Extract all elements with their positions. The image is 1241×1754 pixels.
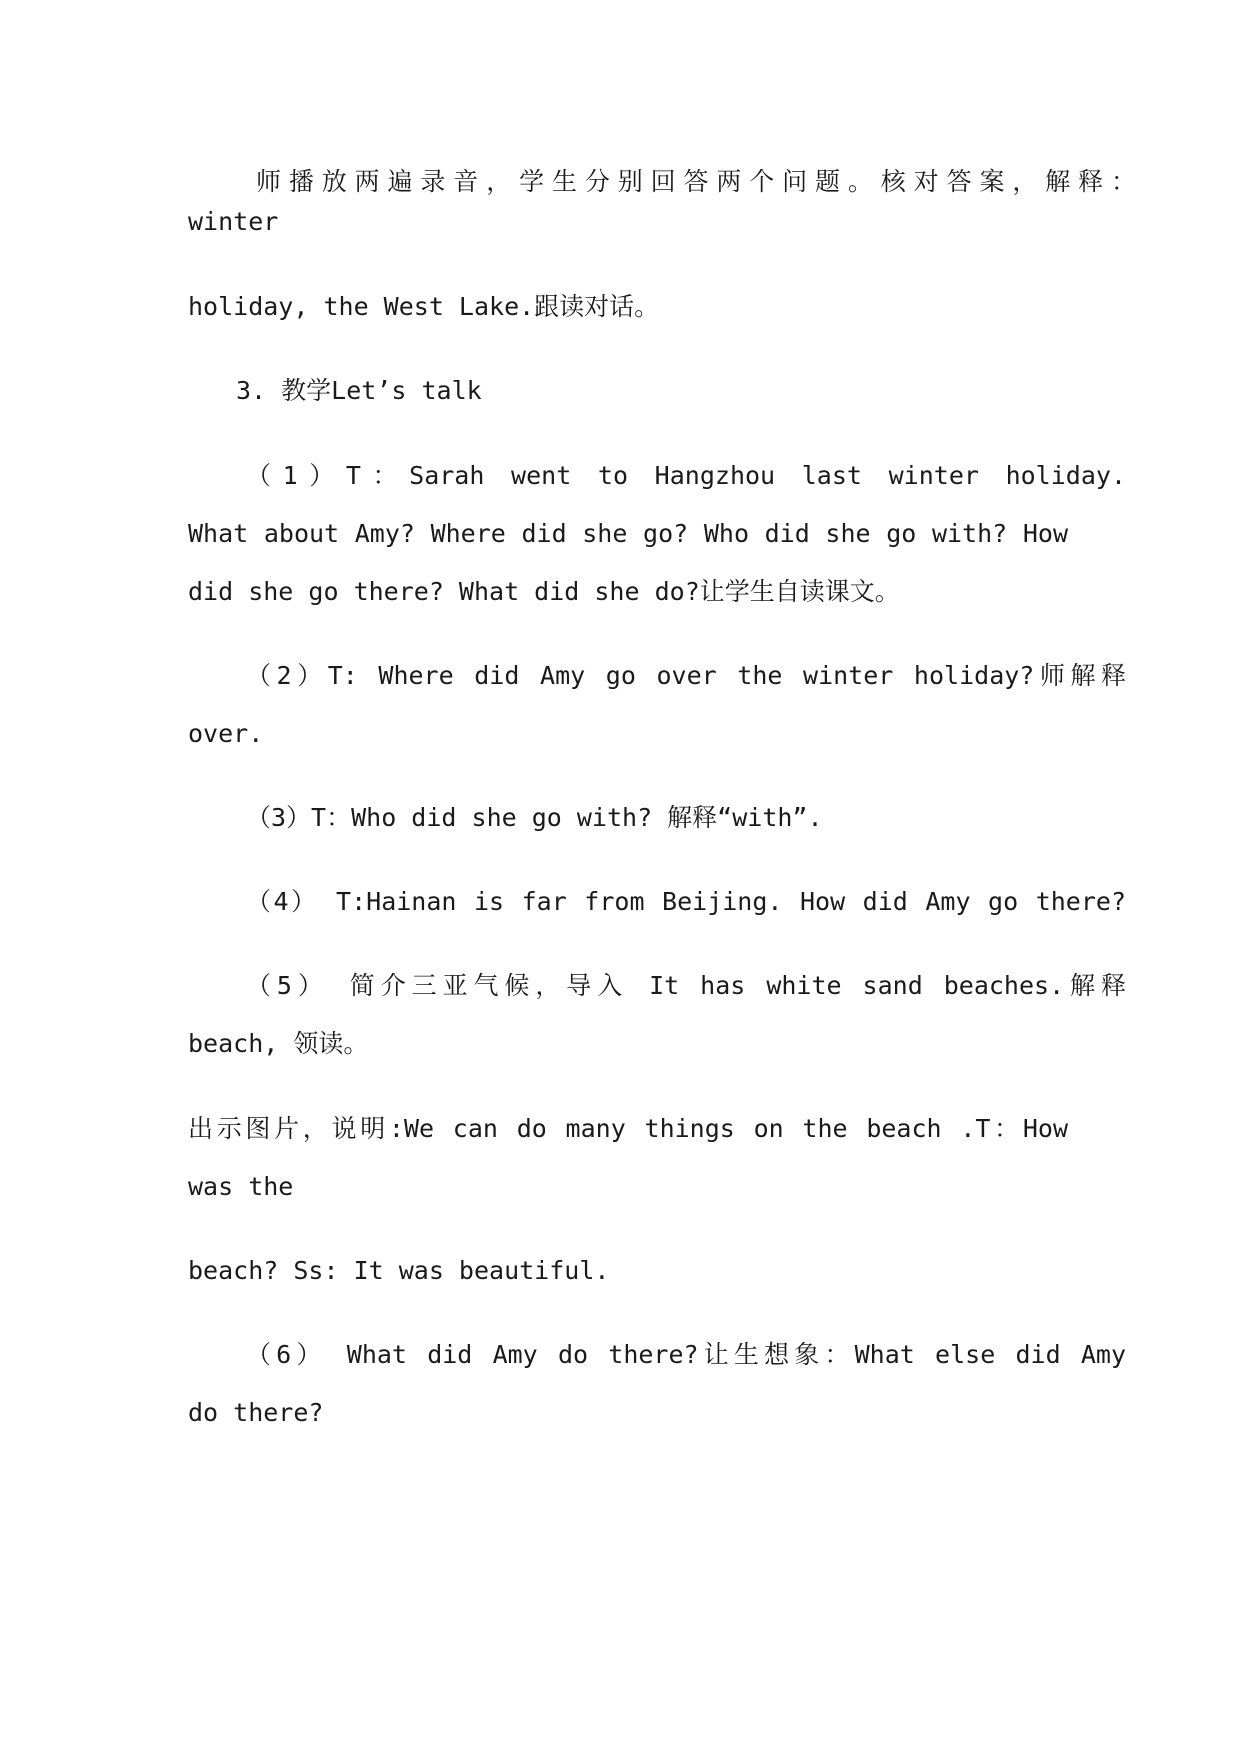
text-line-17: （6） What did Amy do there?让生想象：What else did Amy: [246, 1340, 1126, 1369]
text-line-12: （5） 简介三亚气候，导入 It has white sand beaches.解释: [246, 971, 1126, 1000]
text-line-3: holiday, the West Lake.跟读对话。: [188, 292, 660, 321]
text-line-6: What about Amy? Where did she go? Who did she go with? How: [188, 519, 1068, 548]
text-line-14: 出示图片，说明:We can do many things on the beach .T：How: [188, 1114, 1068, 1143]
text-line-4: 3. 教学Let’s talk: [236, 376, 482, 405]
text-line-16: beach? Ss: It was beautiful.: [188, 1256, 610, 1285]
text-line-9: over.: [188, 719, 264, 748]
text-line-7: did she go there? What did she do?让学生自读课文。: [188, 577, 900, 606]
text-line-8: （2）T: Where did Amy go over the winter holiday?师解释: [246, 661, 1126, 690]
text-line-1: 师播放两遍录音，学生分别回答两个问题。核对答案，解释：: [256, 167, 1136, 196]
text-line-18: do there?: [188, 1398, 324, 1427]
text-line-2: winter: [188, 207, 279, 236]
text-line-11: （4） T:Hainan is far from Beijing. How did Amy go there?: [246, 887, 1126, 916]
text-line-15: was the: [188, 1172, 294, 1201]
text-line-10: （3）T：Who did she go with? 解释“with”.: [246, 803, 823, 832]
text-line-5: （1）T：Sarah went to Hangzhou last winter holiday.: [246, 461, 1126, 490]
text-line-13: beach, 领读。: [188, 1029, 369, 1058]
